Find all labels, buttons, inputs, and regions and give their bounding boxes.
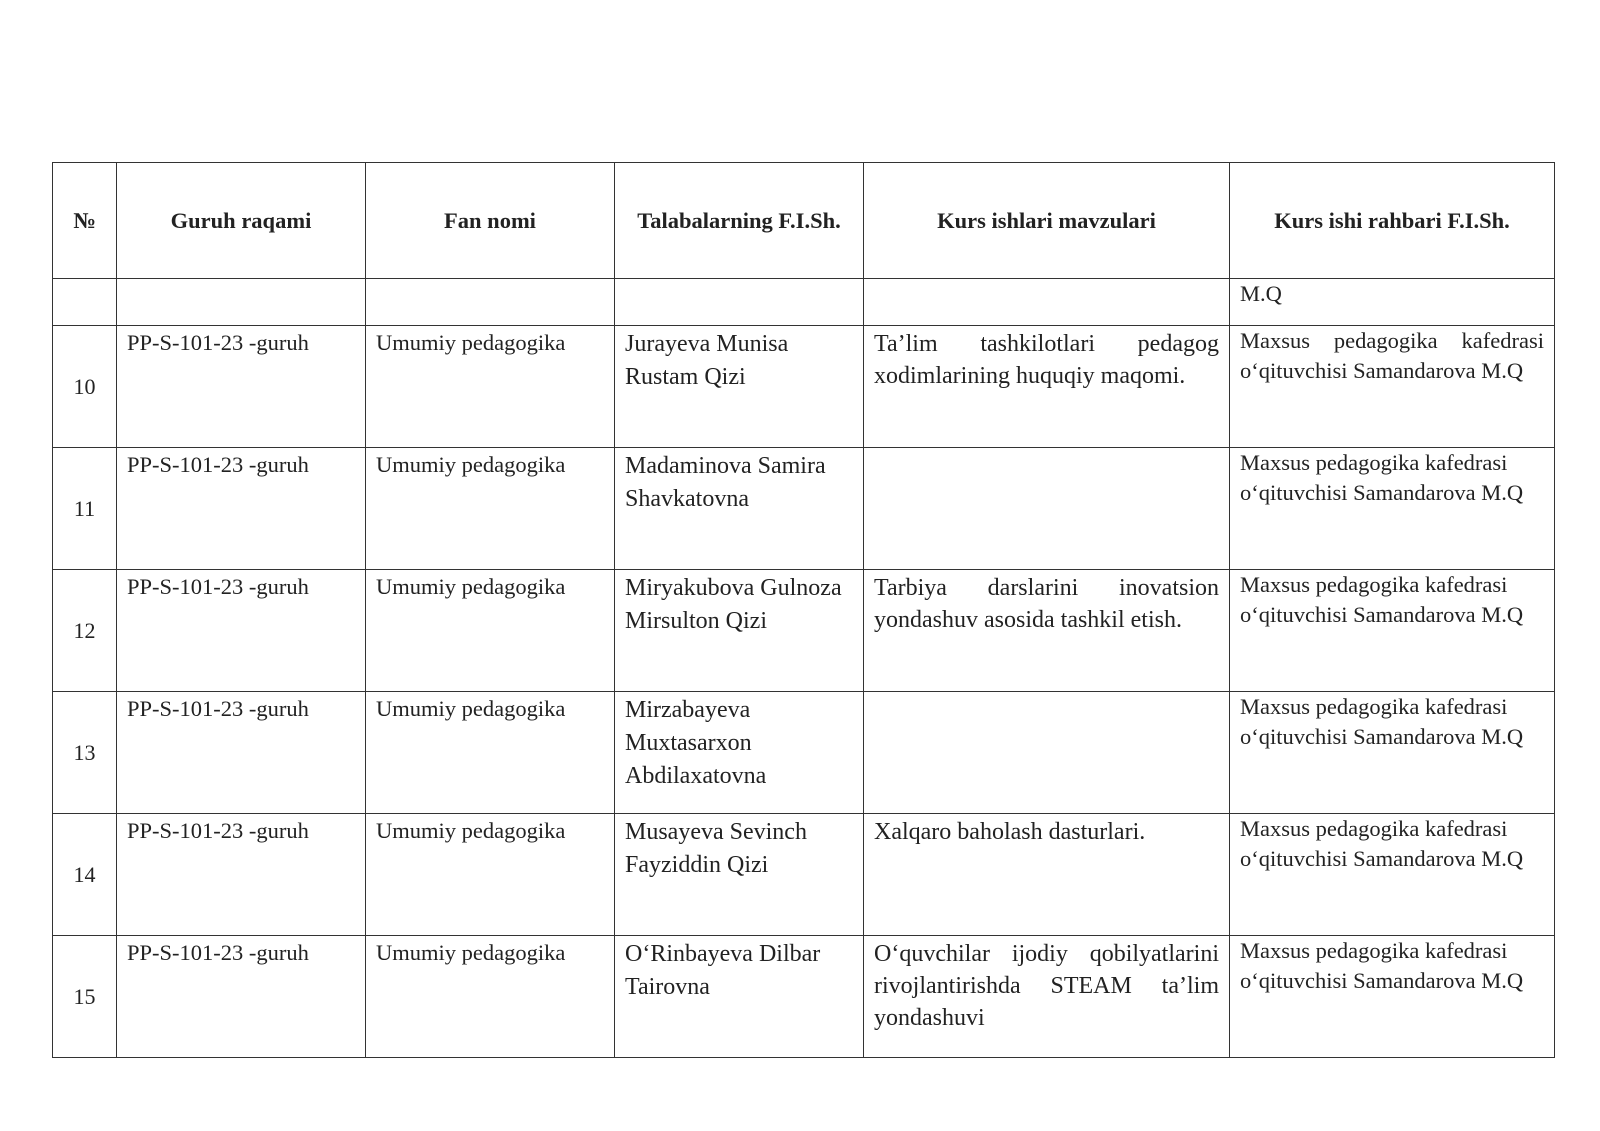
cell-group: PP-S-101-23 -guruh	[117, 936, 366, 1058]
cell-subject: Umumiy pedagogika	[366, 692, 615, 814]
header-student-name: Talabalarning F.I.Sh.	[615, 163, 864, 279]
cell-group: PP-S-101-23 -guruh	[117, 448, 366, 570]
cell-number: 11	[53, 448, 117, 570]
table-body	[53, 279, 1555, 1058]
cell-group: PP-S-101-23 -guruh	[117, 814, 366, 936]
cell-group: PP-S-101-23 -guruh	[117, 570, 366, 692]
cell-advisor: Maxsus pedagogika kafedrasi o‘qituvchisi Samandarova M.Q	[1230, 570, 1555, 692]
header-subject-name: Fan nomi	[366, 163, 615, 279]
cell-student: O‘Rinbayeva Dilbar Tairovna	[615, 936, 864, 1058]
cell-topic: Ta’lim tashkilotlari pedagog xodimlarining huquqiy maqomi.	[864, 326, 1230, 448]
cell-student: Musayeva Sevinch Fayziddin Qizi	[615, 814, 864, 936]
cell-advisor: Maxsus pedagogika kafedrasi o‘qituvchisi Samandarova M.Q	[1230, 326, 1555, 448]
cell-subject: Umumiy pedagogika	[366, 936, 615, 1058]
table-row	[53, 692, 1555, 814]
table-row	[53, 448, 1555, 570]
cell-topic	[864, 692, 1230, 814]
table-row	[53, 936, 1555, 1058]
cell-subject: Umumiy pedagogika	[366, 814, 615, 936]
cell-advisor: M.Q	[1230, 279, 1555, 326]
header-number: №	[53, 163, 117, 279]
cell-student: Jurayeva Munisa Rustam Qizi	[615, 326, 864, 448]
cell-advisor: Maxsus pedagogika kafedrasi o‘qituvchisi Samandarova M.Q	[1230, 448, 1555, 570]
cell-subject: Umumiy pedagogika	[366, 326, 615, 448]
cell-subject: Umumiy pedagogika	[366, 570, 615, 692]
cell-number	[53, 279, 117, 326]
cell-number: 13	[53, 692, 117, 814]
cell-advisor: Maxsus pedagogika kafedrasi o‘qituvchisi Samandarova M.Q	[1230, 692, 1555, 814]
cell-student	[615, 279, 864, 326]
cell-student: Madaminova Samira Shavkatovna	[615, 448, 864, 570]
table-row	[53, 814, 1555, 936]
cell-subject: Umumiy pedagogika	[366, 448, 615, 570]
cell-number: 14	[53, 814, 117, 936]
cell-topic: Xalqaro baholash dasturlari.	[864, 814, 1230, 936]
header-row	[53, 163, 1555, 279]
course-work-table	[52, 162, 1555, 1058]
cell-advisor: Maxsus pedagogika kafedrasi o‘qituvchisi Samandarova M.Q	[1230, 936, 1555, 1058]
cell-advisor: Maxsus pedagogika kafedrasi o‘qituvchisi Samandarova M.Q	[1230, 814, 1555, 936]
cell-number: 15	[53, 936, 117, 1058]
cell-topic	[864, 279, 1230, 326]
cell-student: Miryakubova Gulnoza Mirsulton Qizi	[615, 570, 864, 692]
cell-topic: O‘quvchilar ijodiy qobilyatlarini rivojlantirishda STEAM ta’lim yondashuvi	[864, 936, 1230, 1058]
cell-group: PP-S-101-23 -guruh	[117, 326, 366, 448]
cell-group	[117, 279, 366, 326]
cell-topic	[864, 448, 1230, 570]
table-row-continuation	[53, 279, 1555, 326]
cell-group: PP-S-101-23 -guruh	[117, 692, 366, 814]
table-row	[53, 326, 1555, 448]
cell-topic: Tarbiya darslarini inovatsion yondashuv asosida tashkil etish.	[864, 570, 1230, 692]
header-advisor-name: Kurs ishi rahbari F.I.Sh.	[1230, 163, 1555, 279]
cell-number: 10	[53, 326, 117, 448]
header-course-topic: Kurs ishlari mavzulari	[864, 163, 1230, 279]
cell-number: 12	[53, 570, 117, 692]
cell-subject	[366, 279, 615, 326]
header-group-number: Guruh raqami	[117, 163, 366, 279]
cell-student: Mirzabayeva Muxtasarxon Abdilaxatovna	[615, 692, 864, 814]
table-header	[53, 163, 1555, 279]
table-row	[53, 570, 1555, 692]
